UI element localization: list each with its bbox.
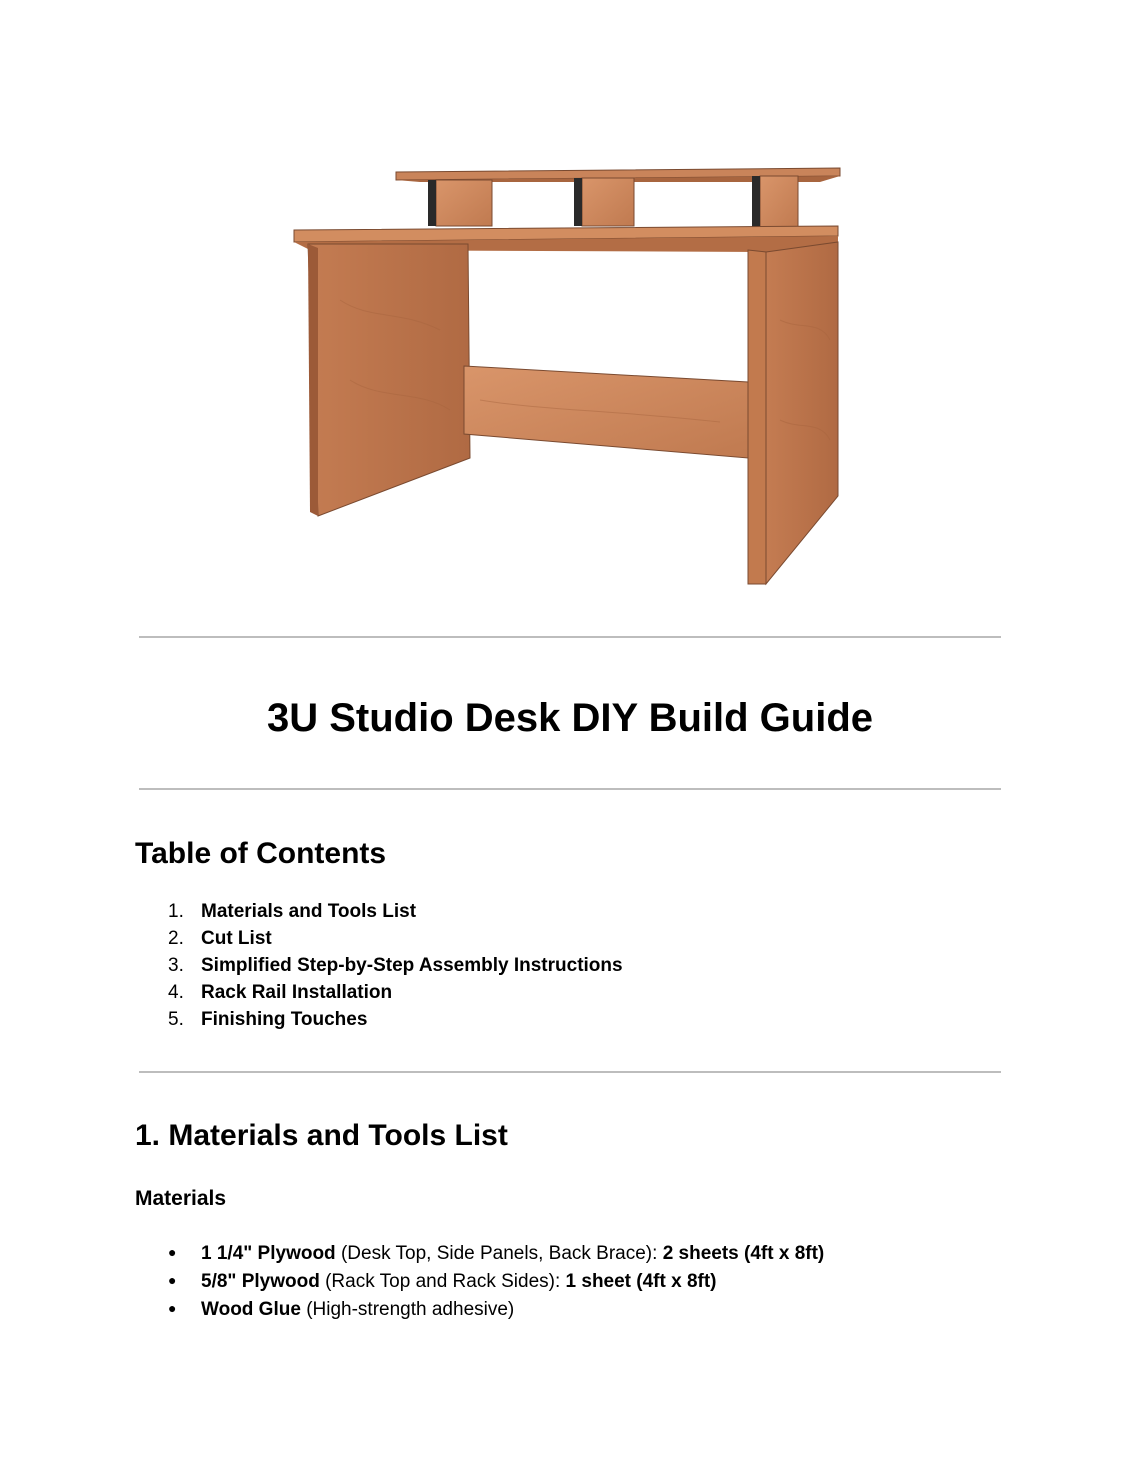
toc-item[interactable] (168, 979, 623, 1006)
rack-side-right (760, 176, 798, 228)
desk-render (280, 160, 860, 600)
material-quantity: 2 sheets (4ft x 8ft) (662, 1243, 825, 1264)
divider-top (139, 636, 1001, 638)
side-panel-right (766, 242, 838, 584)
list-item (168, 1238, 824, 1266)
toc-item-number: 1. (168, 901, 184, 922)
divider-after-toc (139, 1071, 1001, 1073)
toc-item[interactable] (168, 1006, 623, 1033)
toc-item[interactable] (168, 925, 623, 952)
list-item (168, 1266, 824, 1294)
materials-subheading: Materials (135, 1187, 227, 1210)
toc-item-label: Cut List (201, 928, 272, 949)
toc-item-label: Materials and Tools List (201, 901, 417, 922)
page-title: 3U Studio Desk DIY Build Guide (266, 696, 873, 740)
toc-item-number: 4. (168, 982, 184, 1003)
toc-list (168, 898, 623, 1033)
toc-item-number: 2. (168, 928, 184, 949)
toc-item-number: 5. (168, 1009, 184, 1030)
toc-item-label: Simplified Step-by-Step Assembly Instructions (201, 955, 623, 976)
bullet-icon: ● (168, 1244, 177, 1260)
rack-side-left (436, 180, 492, 226)
material-detail: (High-strength adhesive) (300, 1299, 515, 1320)
rack-side-middle (582, 178, 634, 226)
materials-list (168, 1238, 824, 1322)
side-panel-left (308, 244, 470, 516)
material-detail: (Rack Top and Rack Sides): (319, 1271, 566, 1292)
material-quantity: 1 sheet (4ft x 8ft) (565, 1271, 717, 1292)
toc-heading: Table of Contents (135, 837, 387, 870)
toc-item-number: 3. (168, 955, 184, 976)
toc-item[interactable] (168, 952, 623, 979)
material-name: 5/8" Plywood (201, 1271, 320, 1292)
divider-after-title (139, 788, 1001, 790)
toc-item[interactable] (168, 898, 623, 925)
toc-item-label: Finishing Touches (201, 1009, 368, 1030)
list-item (168, 1294, 824, 1322)
material-name: 1 1/4" Plywood (201, 1243, 336, 1264)
bullet-icon: ● (168, 1300, 177, 1316)
desk-illustration (280, 160, 860, 600)
material-detail: (Desk Top, Side Panels, Back Brace): (335, 1243, 663, 1264)
bullet-icon: ● (168, 1272, 177, 1288)
material-name: Wood Glue (201, 1299, 301, 1320)
toc-item-label: Rack Rail Installation (201, 982, 393, 1003)
section-heading-materials-tools: 1. Materials and Tools List (135, 1119, 508, 1152)
